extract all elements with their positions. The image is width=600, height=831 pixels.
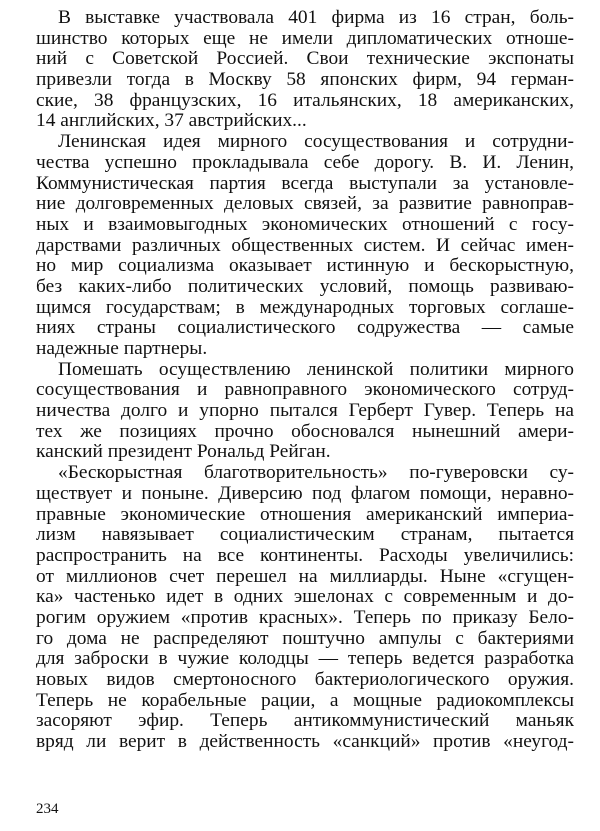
text-line: распространить на все континенты. Расходы увеличились:: [36, 545, 574, 566]
text-line: сосуществования и равноправного экономического сотруд-: [36, 380, 574, 401]
text-line: надежные партнеры.: [36, 339, 208, 359]
text-line: ничества долго и упорно пытался Герберт Гувер. Теперь на: [36, 401, 574, 422]
paragraph: [36, 8, 574, 132]
text-line: го дома не распределяют поштучно ампулы с бактериями: [36, 628, 574, 649]
text-line: но мир социализма оказывает истинную и бескорыстную,: [36, 256, 574, 277]
text-line: ниях страны социалистического содружества — самые: [36, 318, 574, 339]
text-line: ка» частенько идет в одних эшелонах с современным и до-: [36, 587, 574, 608]
text-line: дарствами различных общественных систем. И сейчас имен-: [36, 235, 574, 256]
text-line: новых видов смертоносного бактериологического оружия.: [36, 670, 574, 690]
text-line: «Бескорыстная благотворительность» по-гуверовски су-: [58, 463, 574, 484]
paragraph: [36, 132, 574, 360]
text-line: чества успешно прокладывала себе дорогу. В. И. Ленин,: [36, 152, 574, 173]
text-line: тех же позициях прочно обосновался нынешний амери-: [36, 421, 574, 442]
text-line: Теперь не корабельные рации, а мощные радиокомплексы: [36, 690, 574, 711]
text-line: вряд ли верит в действенность «санкций» против «неугод-: [36, 732, 574, 753]
text-line: засоряют эфир. Теперь антикоммунистический маньяк: [36, 711, 574, 732]
paragraph: [36, 360, 574, 463]
text-line: ществует и поныне. Диверсию под флагом помощи, неравно-: [36, 483, 574, 504]
text-line: ские, 38 французских, 16 итальянских, 18 американских,: [36, 90, 574, 111]
text-line: от миллионов счет перешел на миллиарды. Ныне «сгущен-: [36, 566, 574, 587]
paragraph: [36, 463, 574, 753]
text-line: привезли тогда в Москву 58 японских фирм, 94 герман-: [36, 70, 574, 91]
text-line: 14 английских, 37 австрийских...: [36, 111, 307, 132]
text-line: правные экономические отношения американский империа-: [36, 504, 574, 525]
page-number: 234: [36, 801, 59, 817]
text-line: канский президент Рональд Рейган.: [36, 442, 331, 463]
text-line: лизм навязывает социалистическим странам, пытается: [36, 525, 574, 546]
text-line: В выставке участвовала 401 фирма из 16 стран, боль-: [58, 8, 574, 28]
text-line: ние долговременных деловых связей, за развитие равноправ-: [36, 194, 574, 215]
text-line: щимся государствам; в международных торговых соглаше-: [36, 297, 574, 318]
text-line: рогим оружием «против красных». Теперь по приказу Бело-: [36, 607, 574, 628]
text-line: без каких-либо политических условий, помощь развиваю-: [36, 276, 574, 297]
text-line: шинство которых еще не имели дипломатических отноше-: [36, 28, 574, 49]
text-line: Ленинская идея мирного сосуществования и сотрудни-: [58, 132, 574, 153]
body-text: [36, 8, 574, 753]
text-line: Коммунистическая партия всегда выступали за установле-: [36, 173, 574, 194]
text-line: для заброски в чужие колодцы — теперь ведется разработка: [36, 649, 574, 670]
text-line: ний с Советской Россией. Свои технические экспонаты: [36, 49, 574, 70]
text-line: ных и взаимовыгодных экономических отношений с госу-: [36, 214, 574, 235]
text-line: Помешать осуществлению ленинской политики мирного: [58, 359, 574, 380]
